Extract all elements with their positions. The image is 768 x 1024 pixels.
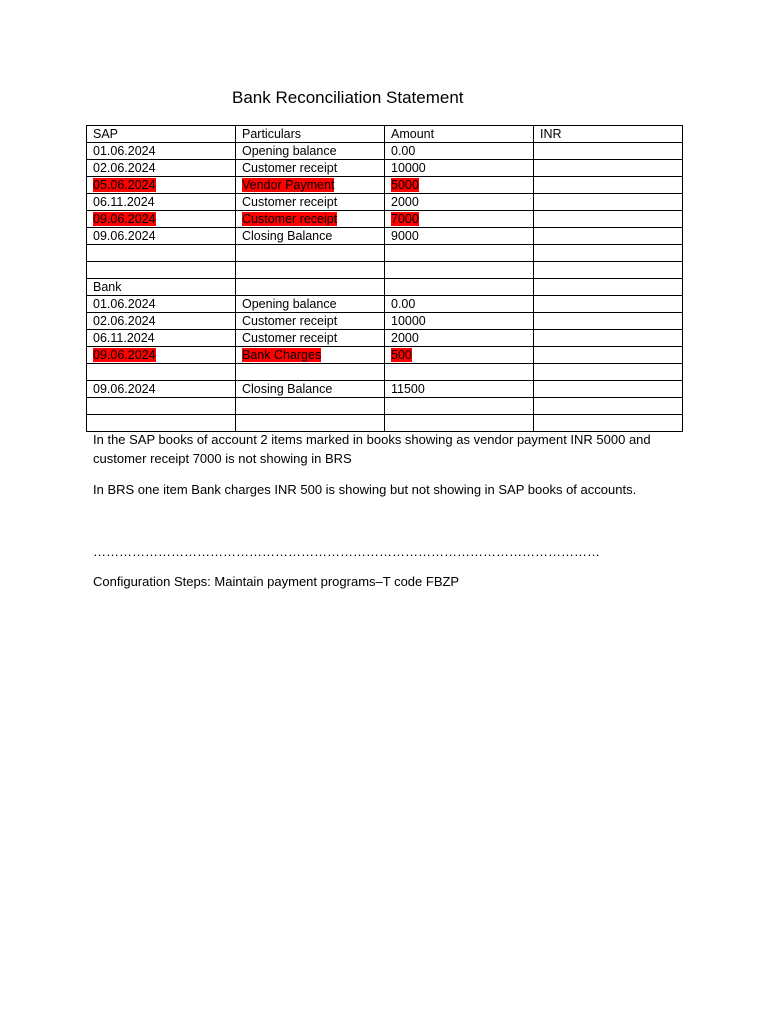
table-cell <box>87 228 236 245</box>
table-cell <box>534 228 683 245</box>
reconciliation-table <box>86 125 683 432</box>
table-cell <box>87 262 236 279</box>
table-cell <box>236 347 385 364</box>
cell-text: 500 <box>391 348 412 362</box>
table-cell <box>385 398 534 415</box>
cell-text: Customer receipt <box>242 314 338 328</box>
configuration-steps: Configuration Steps: Maintain payment programs–T code FBZP <box>93 574 460 589</box>
table-cell <box>236 364 385 381</box>
table-cell <box>385 279 534 296</box>
cell-text: INR <box>540 127 562 141</box>
table-row <box>87 126 683 143</box>
cell-text: 01.06.2024 <box>93 297 156 311</box>
table-cell <box>87 211 236 228</box>
table-cell <box>385 194 534 211</box>
table-cell <box>87 143 236 160</box>
cell-text: Bank Charges <box>242 348 322 362</box>
table-cell <box>87 296 236 313</box>
cell-text: Customer receipt <box>242 331 338 345</box>
table-cell <box>87 177 236 194</box>
table-cell <box>385 330 534 347</box>
table-row <box>87 398 683 415</box>
table-cell <box>534 330 683 347</box>
table-cell <box>87 126 236 143</box>
cell-text: 11500 <box>391 382 425 396</box>
table-cell <box>385 245 534 262</box>
table-cell <box>236 330 385 347</box>
cell-text: 09.06.2024 <box>93 212 156 226</box>
table-row <box>87 177 683 194</box>
cell-text: Closing Balance <box>242 382 333 396</box>
cell-text: 02.06.2024 <box>93 161 156 175</box>
table-cell <box>236 194 385 211</box>
cell-text: 0.00 <box>391 144 416 158</box>
table-cell <box>87 398 236 415</box>
table-cell <box>236 279 385 296</box>
cell-text: 09.06.2024 <box>93 382 156 396</box>
cell-text: 01.06.2024 <box>93 144 156 158</box>
table-row <box>87 330 683 347</box>
table-cell <box>236 126 385 143</box>
table-cell <box>236 177 385 194</box>
document-title: Bank Reconciliation Statement <box>232 88 464 107</box>
table-cell <box>87 364 236 381</box>
cell-text: Customer receipt <box>242 212 338 226</box>
cell-text: 2000 <box>391 195 419 209</box>
table-row <box>87 279 683 296</box>
table-cell <box>534 245 683 262</box>
table-cell <box>534 279 683 296</box>
cell-text: 2000 <box>391 331 419 345</box>
table-cell <box>534 160 683 177</box>
cell-text: 09.06.2024 <box>93 348 156 362</box>
cell-text: Bank <box>93 280 122 294</box>
table-cell <box>534 313 683 330</box>
cell-text: 09.06.2024 <box>93 229 156 243</box>
table-cell <box>385 415 534 432</box>
table-cell <box>236 415 385 432</box>
table-cell <box>534 262 683 279</box>
table-cell <box>236 245 385 262</box>
cell-text: 5000 <box>391 178 419 192</box>
table-cell <box>385 313 534 330</box>
table-cell <box>534 126 683 143</box>
table-cell <box>385 228 534 245</box>
table-cell <box>236 313 385 330</box>
table-cell <box>385 160 534 177</box>
cell-text: Amount <box>391 127 435 141</box>
table-cell <box>385 211 534 228</box>
table-cell <box>534 143 683 160</box>
table-cell <box>87 160 236 177</box>
cell-text: Vendor Payment <box>242 178 335 192</box>
table-row <box>87 296 683 313</box>
table-row <box>87 381 683 398</box>
table-cell <box>236 143 385 160</box>
table-cell <box>385 143 534 160</box>
table-row <box>87 415 683 432</box>
table-row <box>87 160 683 177</box>
table-cell <box>236 398 385 415</box>
note-brs: In BRS one item Bank charges INR 500 is showing but not showing in SAP books of accounts. <box>93 482 637 497</box>
cell-text: 10000 <box>391 314 426 328</box>
cell-text: Particulars <box>242 127 302 141</box>
table-cell <box>385 381 534 398</box>
table-row <box>87 313 683 330</box>
table-row <box>87 228 683 245</box>
table-cell <box>236 296 385 313</box>
table-cell <box>87 245 236 262</box>
table-cell <box>87 279 236 296</box>
cell-text: Customer receipt <box>242 195 338 209</box>
table-cell <box>87 194 236 211</box>
cell-text: 05.06.2024 <box>93 178 156 192</box>
table-row <box>87 211 683 228</box>
table-cell <box>534 381 683 398</box>
table-cell <box>385 296 534 313</box>
cell-text: 06.11.2024 <box>93 195 155 209</box>
cell-text: Opening balance <box>242 297 337 311</box>
cell-text: Closing Balance <box>242 229 333 243</box>
note-sap-books: In the SAP books of account 2 items marked in books showing as vendor payment INR 5000 and customer receipt 7000 is not showing in BRS <box>93 432 651 466</box>
table-cell <box>236 381 385 398</box>
reconciliation-table-body <box>87 126 683 432</box>
table-cell <box>534 398 683 415</box>
cell-text: 0.00 <box>391 297 416 311</box>
table-cell <box>385 177 534 194</box>
table-cell <box>385 347 534 364</box>
table-cell <box>236 262 385 279</box>
table-cell <box>236 228 385 245</box>
table-row <box>87 347 683 364</box>
cell-text: 06.11.2024 <box>93 331 155 345</box>
table-row <box>87 364 683 381</box>
cell-text: 9000 <box>391 229 419 243</box>
table-cell <box>385 126 534 143</box>
table-cell <box>87 381 236 398</box>
table-cell <box>236 160 385 177</box>
table-row <box>87 194 683 211</box>
cell-text: Opening balance <box>242 144 337 158</box>
table-cell <box>534 415 683 432</box>
table-cell <box>385 262 534 279</box>
cell-text: SAP <box>93 127 119 141</box>
cell-text: 10000 <box>391 161 426 175</box>
dotted-separator: ……………………………………………………………………………………………………… <box>93 544 600 559</box>
table-row <box>87 262 683 279</box>
table-row <box>87 143 683 160</box>
table-cell <box>534 177 683 194</box>
table-cell <box>534 296 683 313</box>
table-cell <box>236 211 385 228</box>
cell-text: 02.06.2024 <box>93 314 156 328</box>
table-cell <box>87 347 236 364</box>
table-cell <box>534 194 683 211</box>
cell-text: 7000 <box>391 212 419 226</box>
table-cell <box>385 364 534 381</box>
table-cell <box>534 364 683 381</box>
table-cell <box>534 347 683 364</box>
table-cell <box>87 415 236 432</box>
table-cell <box>87 330 236 347</box>
table-cell <box>534 211 683 228</box>
table-row <box>87 245 683 262</box>
cell-text: Customer receipt <box>242 161 338 175</box>
table-cell <box>87 313 236 330</box>
